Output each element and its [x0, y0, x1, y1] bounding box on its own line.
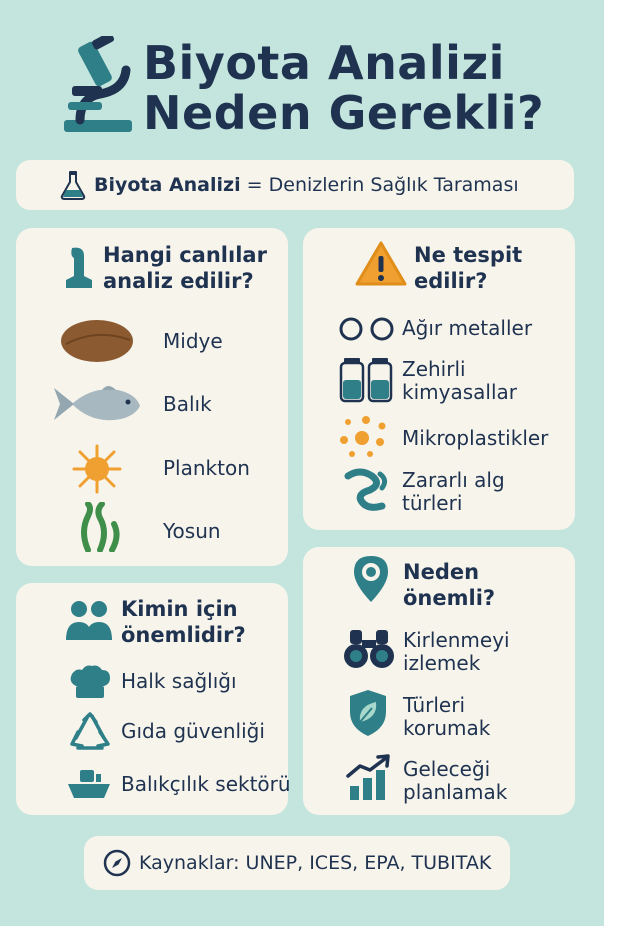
detected-item-0-line1: Ağır metaller	[402, 316, 533, 340]
compass-icon	[103, 849, 131, 877]
plankton-icon	[70, 444, 124, 494]
sources-text: Kaynaklar: UNEP, ICES, EPA, TUBITAK	[139, 852, 492, 874]
detected-title-line1: Ne tespit	[414, 243, 523, 267]
chef-hat-icon	[68, 664, 112, 700]
shield-leaf-icon	[346, 688, 390, 738]
banner-equals: =	[246, 174, 263, 196]
importance-item-1-line2: korumak	[403, 716, 491, 740]
detected-title-line2: edilir?	[414, 269, 488, 293]
chemical-bottles-icon	[338, 356, 394, 404]
organism-item-2: Plankton	[163, 456, 250, 480]
banner-text	[94, 173, 519, 197]
audience-title-line2: önemlidir?	[121, 623, 246, 647]
importance-item-0-line2: izlemek	[403, 651, 481, 675]
microplastic-dots-icon	[338, 414, 388, 460]
organisms-title-line2: analiz edilir?	[103, 269, 254, 293]
page-title-line2: Neden Gerekli?	[143, 86, 545, 140]
banner-bold: Biyota Analizi	[94, 174, 241, 196]
audience-item-2: Balıkçılık sektörü	[121, 772, 291, 796]
warning-icon	[354, 240, 408, 288]
importance-title-line1: Neden	[403, 560, 480, 584]
metal-circles-icon	[338, 316, 396, 342]
microscope-icon	[62, 36, 134, 134]
seaweed-icon	[78, 502, 122, 552]
binoculars-icon	[342, 628, 396, 670]
audience-item-1: Gıda güvenliği	[121, 719, 265, 743]
mussel-icon	[60, 318, 134, 364]
importance-item-0-line1: Kirlenmeyi	[403, 628, 510, 652]
algae-icon	[342, 466, 392, 516]
people-icon	[64, 598, 114, 642]
fishing-boat-icon	[66, 766, 112, 802]
audience-title-line1: Kimin için	[121, 597, 238, 621]
detected-item-1-line2: kimyasallar	[402, 380, 517, 404]
banner-rest: Denizlerin Sağlık Taraması	[268, 174, 519, 196]
specimen-icon	[64, 246, 94, 290]
detected-item-2-line1: Mikroplastikler	[402, 426, 549, 450]
location-person-icon	[350, 554, 392, 606]
recycle-icon	[68, 712, 112, 752]
organism-item-3: Yosun	[163, 519, 221, 543]
organism-item-0: Midye	[163, 329, 223, 353]
organisms-title-line1: Hangi canlılar	[103, 243, 267, 267]
importance-item-2-line1: Geleceği	[403, 757, 491, 781]
page-title-line1: Biyota Analizi	[143, 36, 505, 90]
growth-chart-icon	[346, 754, 392, 802]
organism-item-1: Balık	[163, 392, 212, 416]
flask-icon	[60, 170, 86, 200]
fish-icon	[52, 380, 142, 428]
detected-item-3-line1: Zararlı alg	[402, 468, 505, 492]
detected-item-3-line2: türleri	[402, 491, 463, 515]
detected-item-1-line1: Zehirli	[402, 357, 466, 381]
importance-item-2-line2: planlamak	[403, 780, 508, 804]
importance-title-line2: önemli?	[403, 586, 496, 610]
audience-item-0: Halk sağlığı	[121, 669, 237, 693]
importance-item-1-line1: Türleri	[403, 693, 466, 717]
